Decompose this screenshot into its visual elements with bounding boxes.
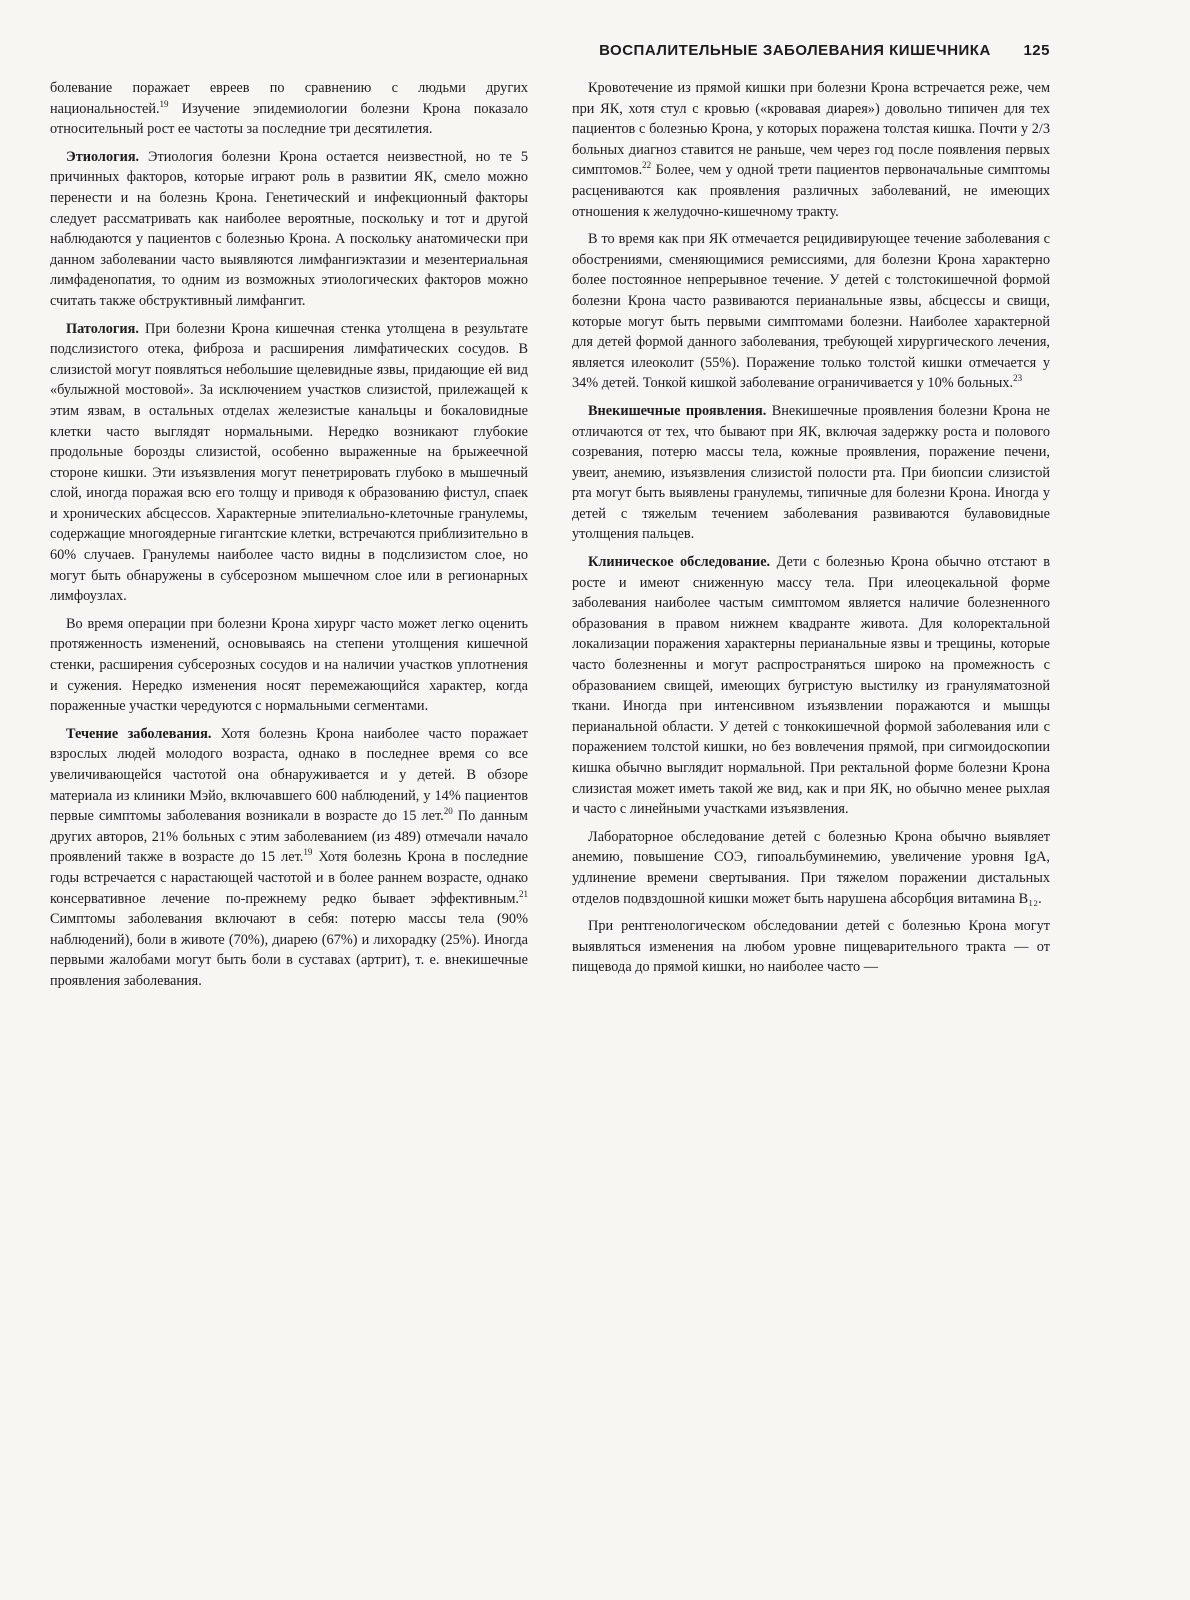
paragraph: Лабораторное обследование детей с болезнью Крона обычно выявляет анемию, повышение СОЭ, гипоальбуминемию, увеличение уровня IgA, удлинение времени свертывания. При тяжелом поражении дистальных отделов подвздошной кишки может быть нарушена абсорбция витамина B₁₂. xyxy=(572,828,1050,907)
footnote-ref: 19 xyxy=(303,847,313,858)
section-heading: Клиническое обследование. xyxy=(588,554,771,571)
paragraph-disease-course: Течение заболевания. Хотя болезнь Крона наиболее часто поражает взрослых людей молодого возраста, однако в последнее время со все увеличивающейся частотой она обнаруживается и у детей. В обзоре материала из клиники Мэйо, включавшего 600 наблюдений, у 14% пациентов первые симптомы заболевания возникали в возрасте до 15 лет.$^{20}$ По данным других авторов, 21% больных с этим заболеванием (из 489) отмечали начало проявлений также в возрасте до 15 лет.$^{19}$ Хотя болезнь Крона в последние годы встречается с нарастающей частотой и в более раннем возрасте, однако консервативное лечение по-прежнему редко бывает эффективным.$^{21}$ Симптомы заболевания включают в себя: потерю массы тела (90% наблюдений), боли в животе (70%), диарею (67%) и лихорадку (25%). Иногда первыми жалобами могут быть боли в суставах (артрит), т. е. внекишечные проявления заболевания. xyxy=(50,725,528,989)
footnote-ref: 22 xyxy=(642,160,652,171)
footnote-ref: 20 xyxy=(443,806,453,817)
page-number: 125 xyxy=(1023,42,1050,59)
paragraph: При рентгенологическом обследовании детей с болезнью Крона могут выявляться изменения на любом уровне пищеварительного тракта — от пищевода до прямой кишки, но наиболее часто — xyxy=(572,918,1050,976)
section-heading: Патология. xyxy=(66,320,139,337)
footnote-ref: 19 xyxy=(159,98,169,109)
text-columns xyxy=(50,78,1050,999)
paragraph-clinical-exam: Клиническое обследование. Дети с болезнью Крона обычно отстают в росте и имеют сниженную массу тела. При илеоцекальной форме заболевания наиболее частым симптомом является наличие болезненного образования в правом нижнем квадранте живота. Для колоректальной локализации поражения характерны перианальные язвы и трещины, которые часто болезненны и могут распространяться широко на промежность с образованием свищей, имеющих бугристую выстилку из грануляматозной ткани. Иногда при интенсивном изъязвлении поражаются и мышцы перианальной области. У детей с тонкокишечной формой заболевания или с поражением толстой кишки, но без вовлечения прямой, при сигмоидоскопии кишка обычно выглядит нормальной. При ректальной форме болезни Крона слизистая может иметь такой же вид, как и при ЯК, но обычно менее рыхлая и часто с линейными участками изъязвления. xyxy=(572,554,1050,818)
section-heading: Течение заболевания. xyxy=(66,725,212,742)
footnote-ref: 21 xyxy=(519,888,528,899)
left-column xyxy=(50,78,528,999)
paragraph: Во время операции при болезни Крона хирург часто может легко оценить протяженность изменений, основываясь на степени утолщения кишечной стенки, расширения субсерозных сосудов и на наличии участков уплотнения и сужения. Нередко изменения носят перемежающийся характер, когда пораженные участки чередуются с нормальными сегментами. xyxy=(50,615,528,715)
right-column xyxy=(572,78,1050,999)
paragraph: Кровотечение из прямой кишки при болезни Крона встречается реже, чем при ЯК, хотя стул с кровью («кровавая диарея») довольно типичен для тех пациентов с болезнью Крона, у которых поражена толстая кишка. Почти у 2/3 больных диагноз ставится не раньше, чем через год после появления первых симптомов.$^{22}$ Более, чем у одной трети пациентов первоначальные симптомы расцениваются как проявления различных заболеваний, не имеющих отношения к желудочно-кишечному тракту. xyxy=(572,80,1050,220)
paragraph-extraintestinal: Внекишечные проявления. Внекишечные проявления болезни Крона не отличаются от тех, что бывают при ЯК, включая задержку роста и полового созревания, потерю массы тела, кожные проявления, поражение печени, увеит, анемию, изъязвления слизистой полости рта. При биопсии слизистой рта могут быть выявлены гранулемы, типичные для болезни Крона. Иногда у детей с тяжелым течением заболевания развиваются булавовидные утолщения пальцев. xyxy=(572,402,1050,543)
paragraph: В то время как при ЯК отмечается рецидивирующее течение заболевания с обострениями, сменяющимися ремиссиями, для болезни Крона характерно более постоянное непрерывное течение. У детей с толстокишечной формой болезни Крона часто развиваются перианальные язвы, абсцессы и свищи, которые могут быть первыми симптомами болезни. Наиболее характерной для детей формой данного заболевания, требующей хирургического лечения, является илеоколит (55%). Поражение только толстой кишки отмечается у 34% детей. Тонкой кишкой заболевание ограничивается у 10% больных.$^{23}$ xyxy=(572,231,1050,392)
paragraph: болевание поражает евреев по сравнению с людьми других национальностей.$^{19}$ Изучение эпидемиологии болезни Крона показало относительный рост ее частоты за последние три десятилетия. xyxy=(50,80,528,138)
running-header xyxy=(50,42,1050,59)
section-heading: Этиология. xyxy=(66,148,140,165)
footnote-ref: 23 xyxy=(1013,373,1023,384)
paragraph-etiology: Этиология. Этиология болезни Крона остается неизвестной, но те 5 причинных факторов, которые играют роль в развитии ЯК, смело можно перенести и на болезнь Крона. Генетический и инфекционный факторы следует рассматривать как наиболее вероятные, поскольку и тот и другой наблюдаются у пациентов с болезнью Крона. А поскольку анатомически при данном заболевании часто выявляются лимфангиэктазии и мезентериальная лимфаденопатия, то одним из возможных этиологических факторов можно считать также обструктивный лимфангит. xyxy=(50,148,528,309)
section-heading: Внекишечные проявления. xyxy=(588,402,767,419)
running-title: ВОСПАЛИТЕЛЬНЫЕ ЗАБОЛЕВАНИЯ КИШЕЧНИКА xyxy=(599,42,991,59)
paragraph-pathology: Патология. При болезни Крона кишечная стенка утолщена в результате подслизистого отека, фиброза и расширения лимфатических сосудов. В слизистой могут появляться небольшие щелевидные язвы, придающие ей вид «булыжной мостовой». За исключением участков слизистой, прилежащей к этим язвам, в остальных отделах железистые канальцы и бокаловидные клетки часто выглядят нормальными. Нередко возникают глубокие продольные борозды слизистой, особенно выраженные на брыжеечной стороне кишки. Эти изъязвления могут пенетрировать глубоко в мышечный слой, иногда поражая всю его толщу и приводя к образованию фистул, спаек и хронических абсцессов. Характерные эпителиально-клеточные гранулемы, содержащие многоядерные гигантские клетки, встречаются приблизительно в 60% случаев. Гранулемы наиболее часто видны в подслизистом слое, но могут быть обнаружены в субсерозном мышечном слое или в регионарных лимфоузлах. xyxy=(50,320,528,605)
